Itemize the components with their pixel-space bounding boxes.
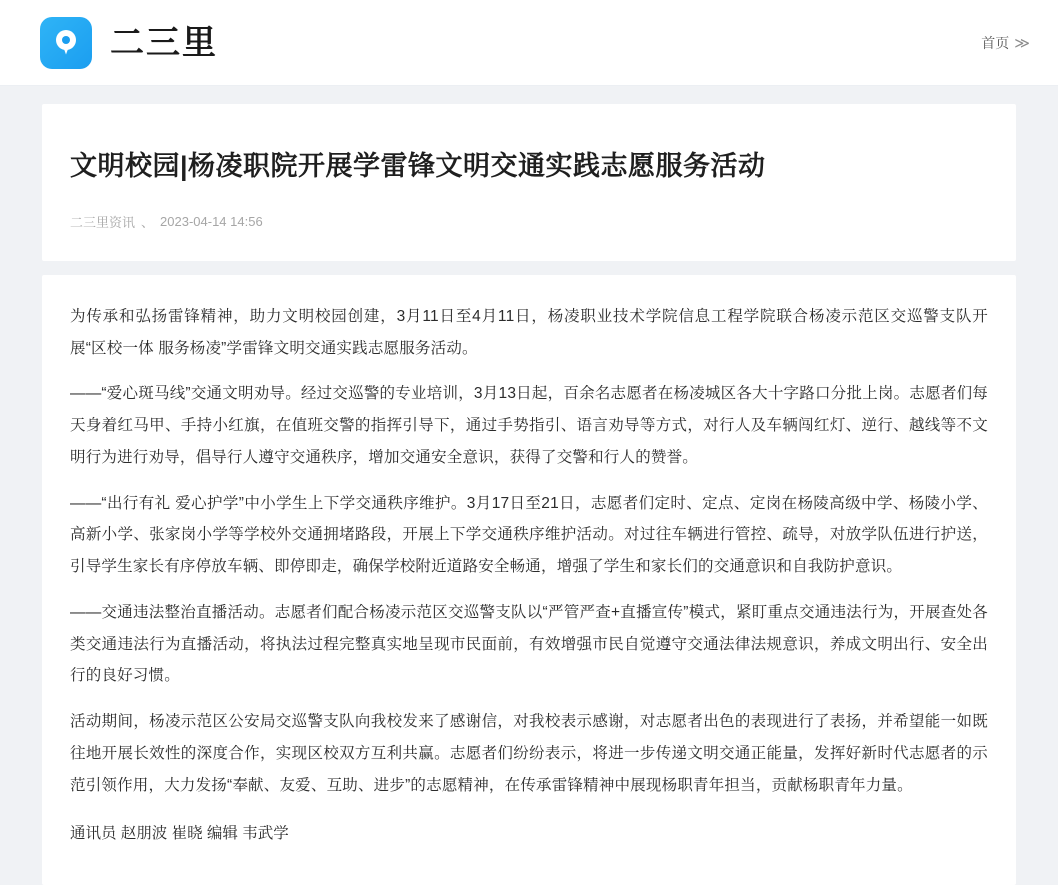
article-paragraph: ——“爱心斑马线”交通文明劝导。经过交巡警的专业培训，3月13日起，百余名志愿者在杨凌城区各大十字路口分批上岗。志愿者们每天身着红马甲、手持小红旗，在值班交警的指挥引导下，通过手势指引、语言劝导等方式，对行人及车辆闯红灯、逆行、越线等不文明行为进行劝导，倡导行人遵守交通秩序，增加交通安全意识，获得了交警和行人的赞誉。	[70, 385, 988, 466]
meta-separator: 、	[141, 214, 155, 230]
page-title: 文明校园|杨凌职院开展学雷锋文明交通实践志愿服务活动	[70, 151, 766, 181]
brand[interactable]	[40, 17, 218, 69]
article-signoff: 通讯员 赵朋波 崔晓 编辑 韦武学	[70, 824, 289, 842]
brand-name: 二三里	[110, 23, 218, 62]
location-pin-icon	[40, 17, 92, 69]
nav-home-label: 首页	[981, 34, 1010, 51]
site-header	[0, 0, 1058, 86]
article-paragraph: 为传承和弘扬雷锋精神，助力文明校园创建，3月11日至4月11日，杨凌职业技术学院信息工程学院联合杨凌示范区交巡警支队开展“区校一体 服务杨凌”学雷锋文明交通实践志愿服务活动。	[70, 307, 988, 357]
article-paragraph: ——交通违法整治直播活动。志愿者们配合杨凌示范区交巡警支队以“严管严查+直播宣传”模式，紧盯重点交通违法行为，开展查处各类交通违法行为直播活动，将执法过程完整真实地呈现市民面前，有效增强市民自觉遵守交通法律法规意识，养成文明出行、安全出行的良好习惯。	[70, 603, 988, 685]
article-paragraph: ——“出行有礼 爱心护学”中小学生上下学交通秩序维护。3月17日至21日，志愿者们定时、定点、定岗在杨陵高级中学、杨陵小学、高新小学、张家岗小学等学校外交通拥堵路段，开展上下学交通秩序维护活动。对过往车辆进行管控、疏导，对放学队伍进行护送，引导学生家长有序停放车辆、即停即走，确保学校附近道路安全畅通，增强了学生和家长们的交通意识和自我防护意识。	[70, 494, 988, 576]
chevron-right-icon: ≫	[1014, 34, 1030, 52]
article-paragraph: 活动期间，杨凌示范区公安局交巡警支队向我校发来了感谢信，对我校表示感谢，对志愿者出色的表现进行了表扬，并希望能一如既往地开展长效性的深度合作，实现区校双方互利共赢。志愿者们纷纷表示，将进一步传递文明交通正能量，发挥好新时代志愿者的示范引领作用，大力发扬“奉献、友爱、互助、进步”的志愿精神，在传承雷锋精神中展现杨职青年担当，贡献杨职青年力量。	[70, 713, 988, 794]
nav-home[interactable]	[981, 33, 1030, 53]
article-source: 二三里资讯	[70, 214, 136, 230]
article-header-card	[42, 104, 1016, 261]
article-date: 2023-04-14 14:56	[160, 213, 263, 229]
article-meta	[70, 212, 988, 231]
article-body-card	[42, 275, 1016, 885]
content-area	[0, 86, 1058, 885]
